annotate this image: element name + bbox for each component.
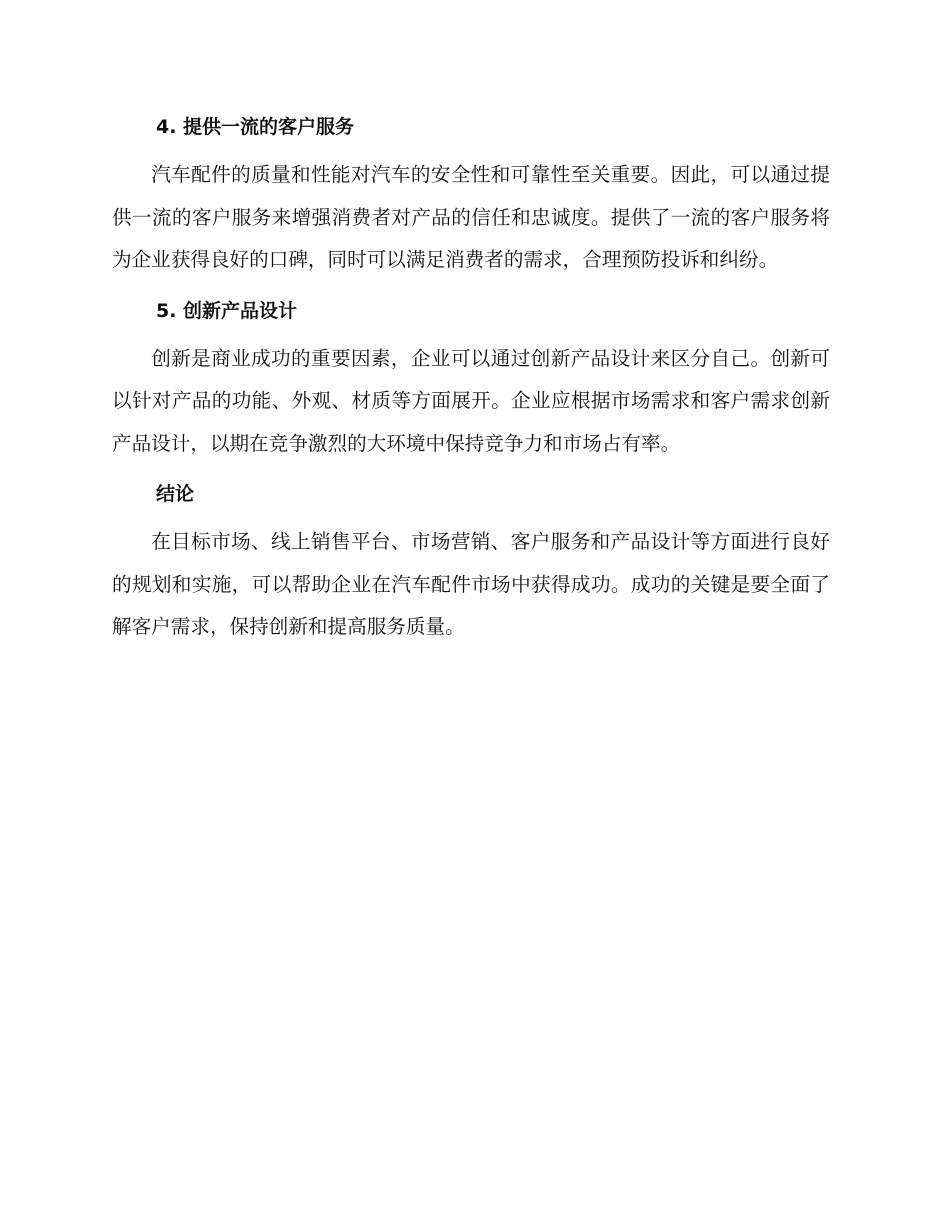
section-paragraph: 汽车配件的质量和性能对汽车的安全性和可靠性至关重要。因此，可以通过提供一流的客户服务来增强消费者对产品的信任和忠诚度。提供了一流的客户服务将为企业获得良好的口碑，同时可以满足消费者的需求，合理预防投诉和纠纷。 [112,163,830,271]
section-customer-service [112,108,830,282]
section-paragraph: 创新是商业成功的重要因素，企业可以通过创新产品设计来区分自己。创新可以针对产品的功能、外观、材质等方面展开。企业应根据市场需求和客户需求创新产品设计，以期在竞争激烈的大环境中保持竞争力和市场占有率。 [112,346,830,455]
section-conclusion [112,475,830,649]
section-heading: 5. 创新产品设计 [156,299,298,322]
section-heading: 4. 提供一流的客户服务 [156,116,355,138]
document-page [112,108,830,659]
section-product-design [112,292,830,466]
section-paragraph: 在目标市场、线上销售平台、市场营销、客户服务和产品设计等方面进行良好的规划和实施，可以帮助企业在汽车配件市场中获得成功。成功的关键是要全面了解客户需求，保持创新和提高服务质量。 [112,530,830,638]
section-heading: 结论 [156,483,195,505]
